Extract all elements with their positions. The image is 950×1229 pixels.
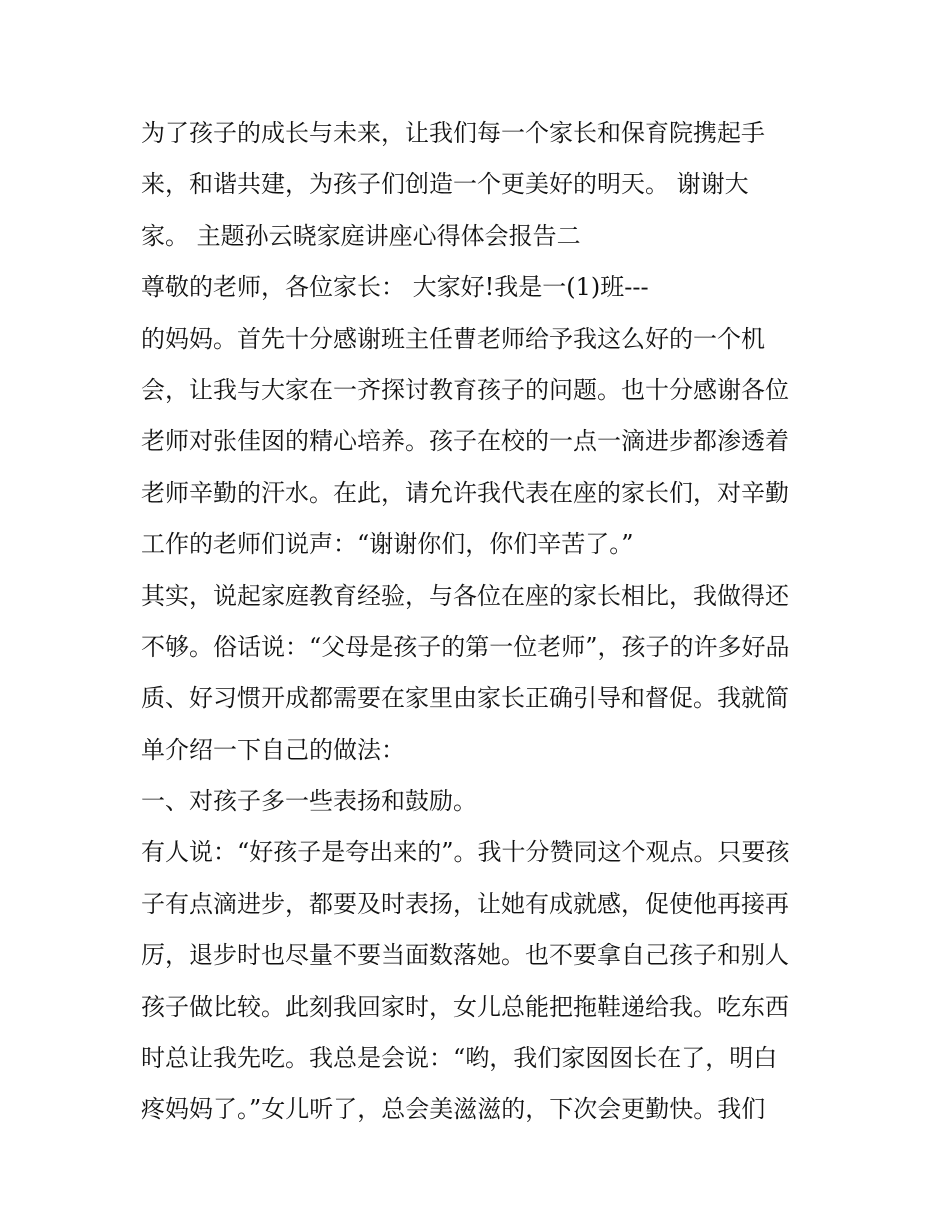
text-line: 为了孩子的成长与未来，让我们每一个家长和保育院携起手 (141, 119, 765, 147)
text-line: 尊敬的老师，各位家长： 大家好!我是一(1)班--- (141, 273, 649, 302)
text-line: 的妈妈。首先十分感谢班主任曹老师给予我这么好的一个机 (141, 324, 765, 353)
text-line: 孩子做比较。此刻我回家时，女儿总能把拖鞋递给我。吃东西 (141, 992, 789, 1021)
document-body (141, 108, 831, 1136)
text-line: 老师辛勤的汗水。在此，请允许我代表在座的家长们，对辛勤 (141, 478, 789, 507)
text-line: 子有点滴进步，都要及时表扬，让她有成就感，促使他再接再 (141, 889, 789, 918)
text-line: 家。 主题孙云晓家庭讲座心得体会报告二 (141, 221, 581, 250)
text-line: 时总让我先吃。我总是会说：“哟，我们家囡囡长在了，明白 (141, 1044, 778, 1073)
text-line: 工作的老师们说声：“谢谢你们，你们辛苦了。” (141, 530, 634, 559)
section-heading: 一、对孩子多一些表扬和鼓励。 (141, 787, 477, 816)
text-line: 质、好习惯开成都需要在家里由家长正确引导和督促。我就简 (141, 684, 789, 713)
text-line: 疼妈妈了。”女儿听了，总会美滋滋的，下次会更勤快。我们 (141, 1095, 766, 1124)
text-line: 其实，说起家庭教育经验，与各位在座的家长相比，我做得还 (141, 581, 789, 610)
text-line: 单介绍一下自己的做法： (141, 735, 405, 764)
text-line: 有人说：“好孩子是夸出来的”。我十分赞同这个观点。只要孩 (141, 838, 790, 867)
text-line: 不够。俗话说：“父母是孩子的第一位老师”，孩子的许多好品 (141, 632, 790, 661)
text-line: 老师对张佳囡的精心培养。孩子在校的一点一滴进步都渗透着 (141, 427, 789, 456)
text-line: 来，和谐共建，为孩子们创造一个更美好的明天。 谢谢大 (141, 170, 749, 199)
text-line: 厉，退步时也尽量不要当面数落她。也不要拿自己孩子和别人 (141, 941, 789, 970)
text-line: 会，让我与大家在一齐探讨教育孩子的问题。也十分感谢各位 (141, 375, 789, 404)
